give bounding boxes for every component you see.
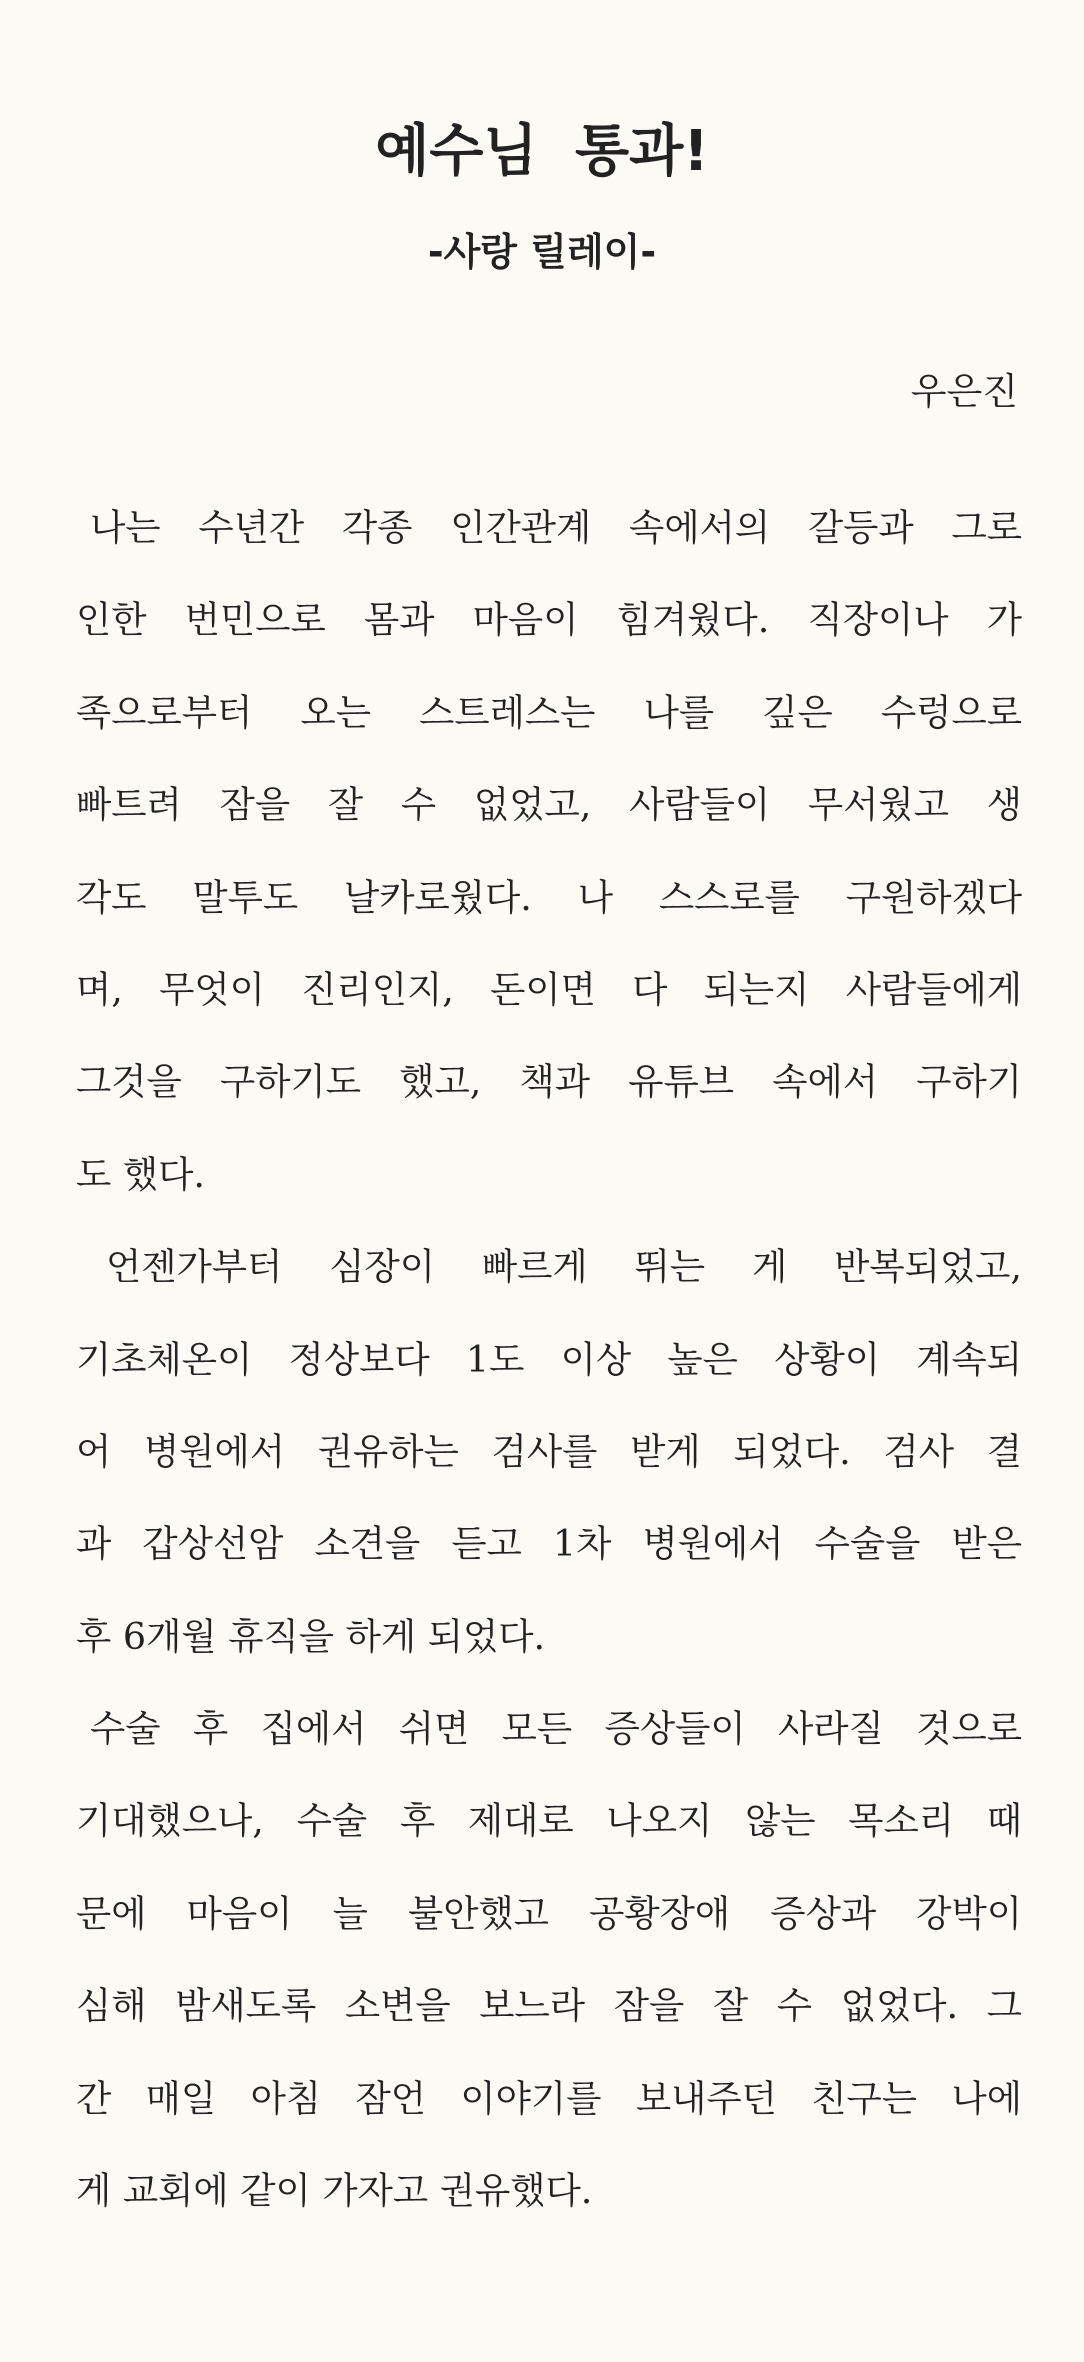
text-line: 기대했으나, 수술 후 제대로 나오지 않는 목소리 때 bbox=[76, 1799, 1022, 1843]
text-line: 족으로부터 오는 스트레스는 나를 깊은 수렁으로 bbox=[76, 690, 1022, 734]
text-line: 어 병원에서 권유하는 검사를 받게 되었다. 검사 결 bbox=[76, 1429, 1022, 1473]
text-line: 문에 마음이 늘 불안했고 공황장애 증상과 강박이 bbox=[76, 1891, 1022, 1935]
text-line: 그것을 구하기도 했고, 책과 유튜브 속에서 구하기 bbox=[76, 1060, 1022, 1104]
text-line: 간 매일 아침 잠언 이야기를 보내주던 친구는 나에 bbox=[76, 2076, 1022, 2120]
text-line: 심해 밤새도록 소변을 보느라 잠을 잘 수 없었다. 그 bbox=[76, 1984, 1022, 2028]
document-subtitle: -사랑 릴레이- bbox=[427, 230, 657, 274]
text-line: 나는 수년간 각종 인간관계 속에서의 갈등과 그로 bbox=[90, 506, 1022, 549]
text-line: 기초체온이 정상보다 1도 이상 높은 상황이 계속되 bbox=[76, 1337, 1022, 1381]
text-line: 과 갑상선암 소견을 듣고 1차 병원에서 수술을 받은 bbox=[76, 1522, 1022, 1566]
body-text bbox=[76, 482, 1022, 2237]
text-line: 후 6개월 휴직을 하게 되었다. bbox=[76, 1614, 546, 1658]
text-line: 빠트려 잠을 잘 수 없었고, 사람들이 무서웠고 생 bbox=[76, 783, 1022, 827]
text-line: 수술 후 집에서 쉬면 모든 증상들이 사라질 것으로 bbox=[90, 1707, 1022, 1751]
text-line: 며, 무엇이 진리인지, 돈이면 다 되는지 사람들에게 bbox=[76, 967, 1022, 1011]
text-line: 인한 번민으로 몸과 마음이 힘겨웠다. 직장이나 가 bbox=[76, 598, 1022, 642]
text-line: 언젠가부터 심장이 빠르게 뛰는 게 반복되었고, bbox=[106, 1245, 1022, 1289]
text-line: 게 교회에 같이 가자고 권유했다. bbox=[76, 2169, 593, 2213]
author-name: 우은진 bbox=[910, 370, 1018, 413]
document-title: 예수님 통과! bbox=[375, 119, 709, 184]
text-line: 각도 말투도 날카로웠다. 나 스스로를 구원하겠다 bbox=[76, 875, 1022, 919]
text-line: 도 했다. bbox=[76, 1152, 205, 1196]
